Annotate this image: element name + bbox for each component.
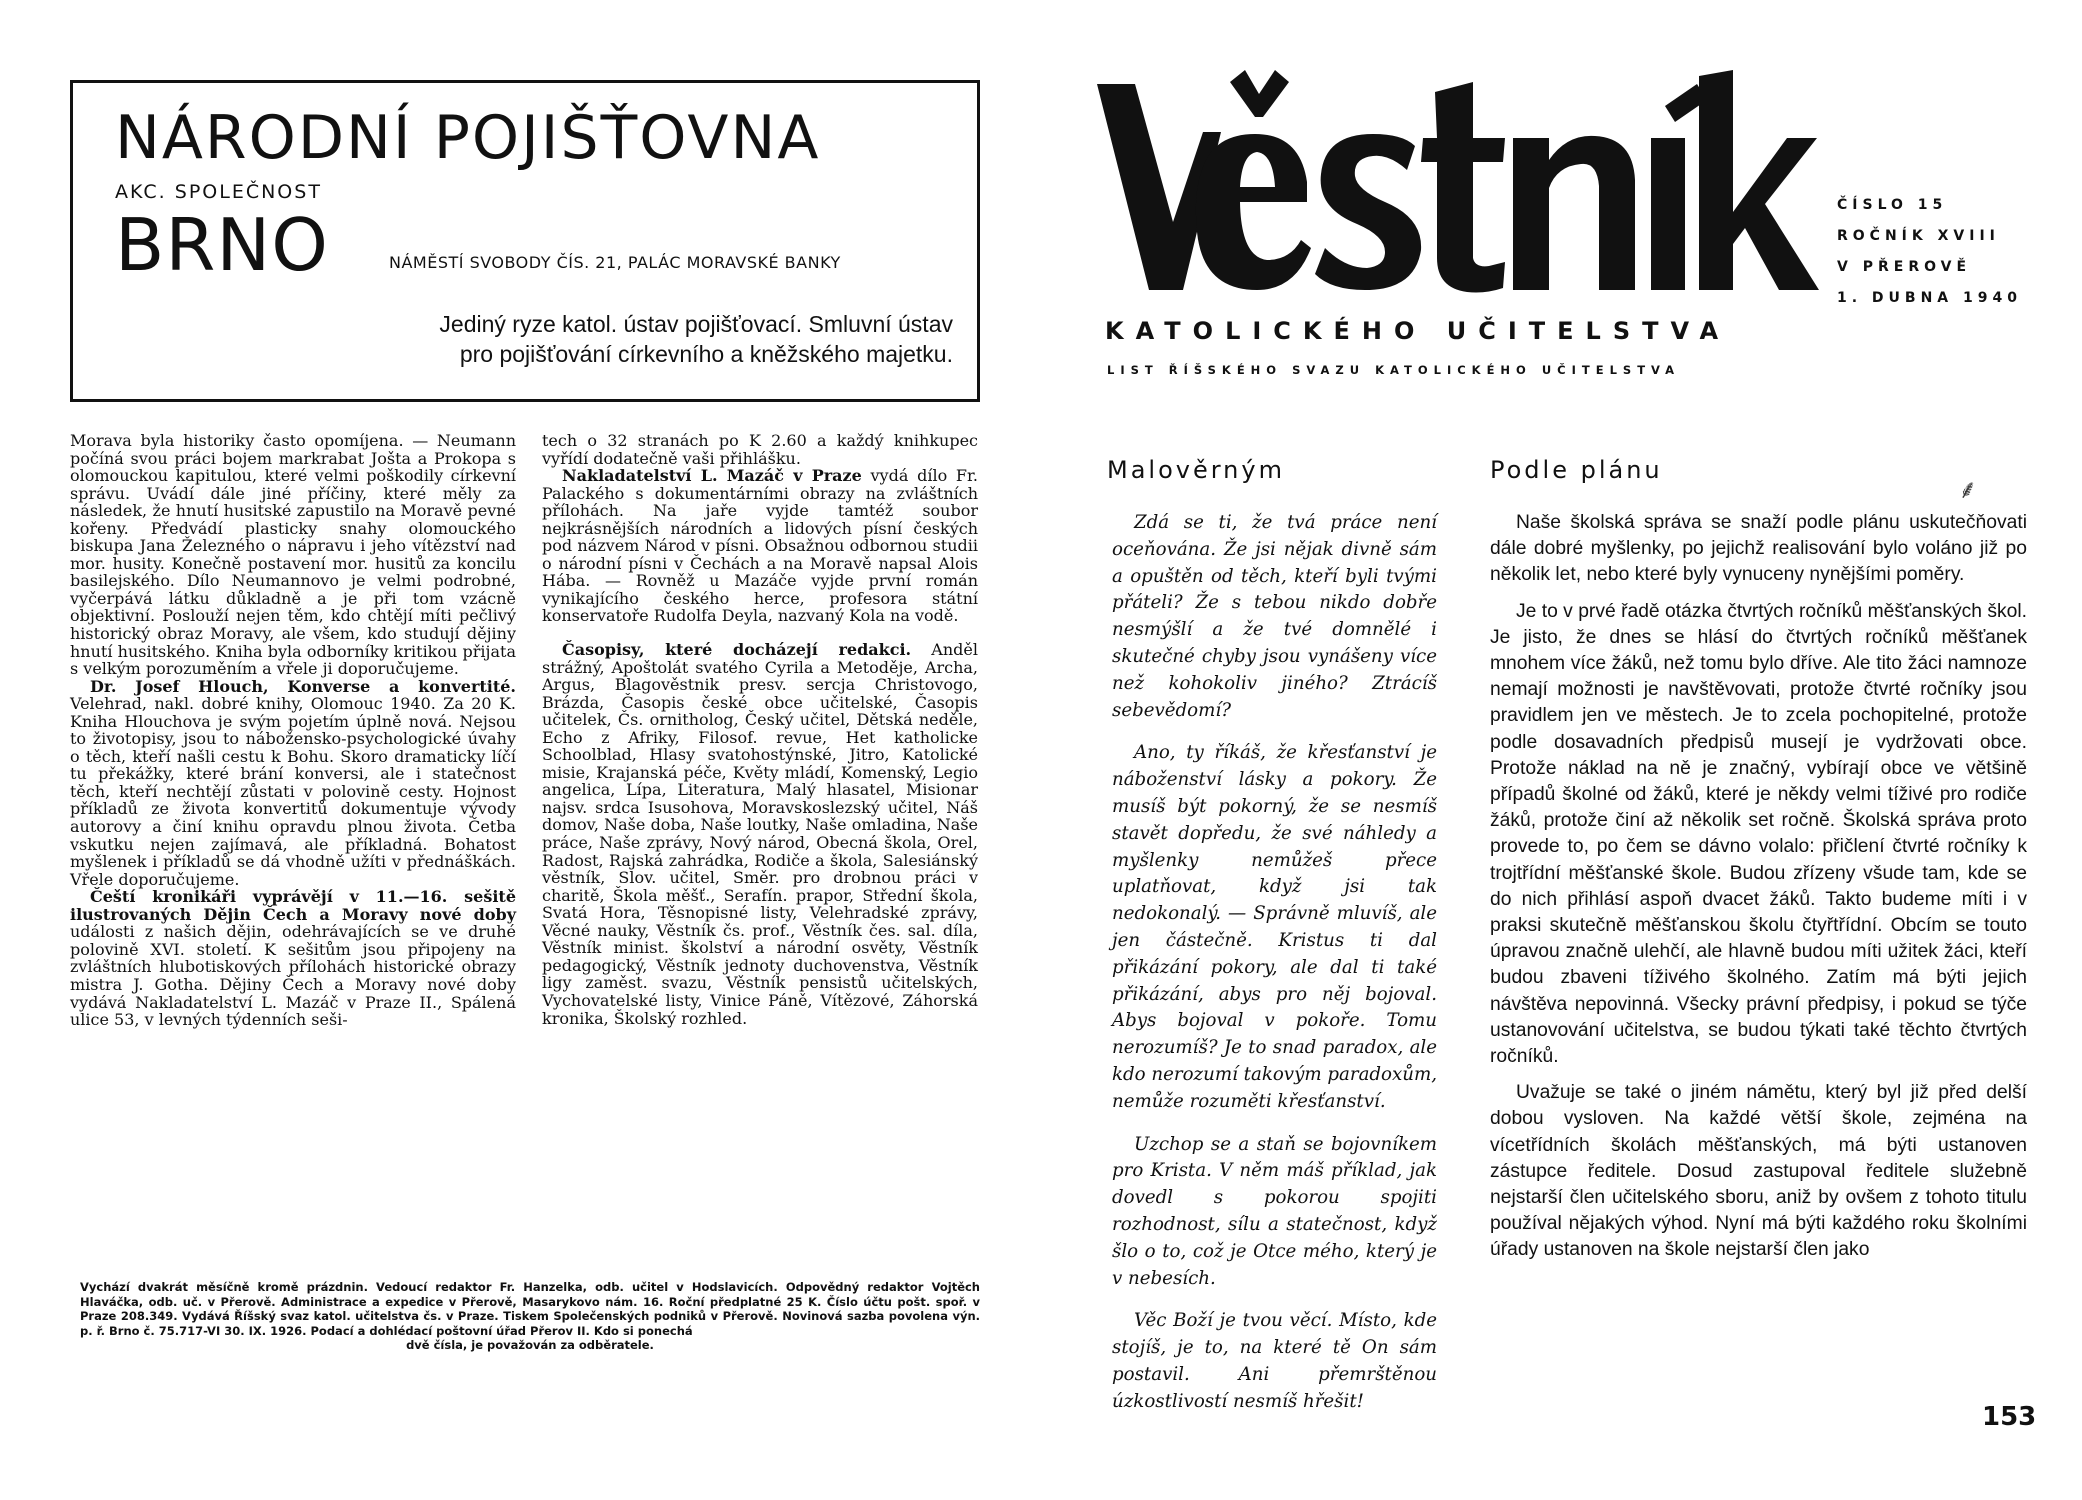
malovernym-paragraph-4: Věc Boží je tvou věcí. Místo, kde stojíš, je to, na které tě On sám postavil. Ani přemrštěnou úzkostlivostí nesmíš hřešit!: [1112, 1310, 1437, 1412]
review-text-kronikari: události z našich dějin, odehrávajících se ve druhé polovině XVI. století. K sešitům jsou připojeny na zvláštních hlubotiskových přílohách historické obrazy mistra J. Gotha. Dějiny Čech a Moravy nové doby vydává Nakladatelství L. Mazáč v Praze II., Spálená ulice 53, v levných týdenních seši-: [70, 922, 516, 1030]
imprint-text: Vychází dvakrát měsíčně kromě prázdnin. Vedoucí redaktor Fr. Hanzelka, odb. učitel v Hodslavicích. Odpovědný redaktor Vojtěch Hlaváčka, odb. uč. v Přerově. Administrace a expedice v Přerově, Masarykovo nám. 16. Roční předplatné 25 K. Číslo účtu pošt. spoř. v Praze 208.349. Vydává Říšský svaz katol. učitelstva čs. v Praze. Tiskem Společenských podniků v Přerově. Novinová sazba povolena výn. p. ř. Brno č. 75.717-VI 30. IX. 1926. Podací a dohlédací poštovní úřad Přerov II. Kdo si ponechá: [80, 1280, 980, 1338]
ad-city: BRNO: [115, 203, 329, 287]
article-malovernym: [1112, 510, 1437, 1432]
ad-text-line-2: pro pojišťování církevního a kněžského majetku.: [459, 341, 953, 367]
paragraph-kronikari: [70, 888, 516, 1028]
malovernym-paragraph-2: Ano, ty říkáš, že křesťanství je náboženství lásky a pokory. Že musíš být pokorný, že se nesmíš stavět dopředu, že své náhledy a myšlenky nemůžeš přece uplatňovat, když jsi tak nedokonalý. — Správně mluvíš, ale jen částečně. Kristus ti dal přikázání pokory, ale dal ti také přikázání, abys pro něj bojoval. Abys bojoval v pokoře. Tomu nerozumíš? Je to snad paradox, ale kdo nerozumí takovým paradoxům, nemůže rozuměti křesťanství.: [1112, 742, 1437, 1112]
ad-address: NÁMĚSTÍ SVOBODY ČÍS. 21, PALÁC MORAVSKÉ BANKY: [389, 253, 841, 272]
paragraph-casopisy: [542, 641, 978, 1027]
news-text-mazac: vydá dílo Fr. Palackého s dokumentárními obrazy na zvláštních přílohách. Na jaře vyjde tamtéž soubor nejkrásnějších národních a lidových písní českých pod názvem Národ v písni. Obsažnou odbornou studii o národní písni v Čechách a na Moravě napsal Alois Hába. — Rovněž u Mazáče vyjde první román vynikajícího českého herce, profesora státní konservatoře Rudolfa Deyla, nazvaný Kola na vodě.: [542, 466, 978, 626]
ad-title: NÁRODNÍ POJIŠŤOVNA: [115, 103, 821, 173]
insurance-advertisement: [70, 80, 980, 402]
issue-place: V PŘEROVĚ: [1837, 259, 1972, 275]
review-heading-kronikari: Čeští kronikáři vyprávějí v 11.—16. sešitě ilustrovaných Dějin Čech a Moravy nové doby: [70, 887, 516, 924]
imprint-last-line: dvě čísla, je považován za odběratele.: [406, 1338, 654, 1352]
article-podle-planu: [1490, 510, 2027, 1274]
article-heading-podle-planu: Podle plánu: [1490, 456, 1663, 484]
paragraph-morava: Morava byla historiky často opomíjena. — Neumann počíná svou práci bojem markrabat Jošta a Prokopa s olomouckou kapitulou, které velmi poškodily církevní správu. Uvádí dále jiné příčiny, které měly za následek, že hnutí husitské zapustilo na Moravě pevné kořeny. Předvádí plasticky snahy olomouckého biskupa Jana Železného o nápravu i jeho vítězství nad mor. husity. Konečně postavení mor. husitů za koncilu basilejského. Dílo Neumannovo je velmi podrobné, vyčerpává látku důkladně a je při tom vzácně objektivní. Poslouží nejen těm, kdo chtějí míti pečlivý historický obraz Moravy, ale všem, kdo studují dějiny hnutí husitského. Kniha byla odborníky kritikou přijata s velkým porozuměním a vřele ji doporučujeme.: [70, 431, 516, 679]
handwritten-mark: ⸙: [1958, 475, 1978, 505]
review-text-hlouch: Velehrad, nakl. dobré knihy, Olomouc 1940. Za 20 K. Kniha Hlouchova je svým pojetím úplně nová. Nejsou to životopisy, jsou to nábožensko-psychologické úvahy o těch, kteří našli cestu k Bohu. Skoro dramaticky líčí tu překážky, které brání konversi, ale i statečnost těch, kteří nechtějí zůstati v polovině cesty. Hojnost příkladů ze života konvertitů dokumentuje vývody autorovy a činí knihu opravdu plnou života. Četba vskutku nejen zajímavá, ale příkladná. Bohatost myšlenek i příkladů se dá vhodně užíti v přednáškách. Vřele doporučujeme.: [70, 694, 516, 889]
paragraph-hlouch: [70, 678, 516, 889]
issue-volume: ROČNÍK XVIII: [1837, 228, 2000, 244]
podle-planu-paragraph-1: Naše školská správa se snaží podle plánu uskutečňovati dále dobré myšlenky, po jejichž realisování bylo voláno již po několik let, nebo které byly vynuceny nynějšími poměry.: [1490, 512, 2027, 586]
podle-planu-paragraph-2: Je to v prvé řadě otázka čtvrtých ročníků měšťanských škol. Je jisto, že dnes se hlásí do čtvrtých ročníků měšťanek mnohem více žáků, než tomu bylo dříve. Ale tito žáci namnoze nemají možnosti je navštěvovati, protože čtvrté ročníky jsou pravidlem jen ve městech. Je to zcela pochopitelné, protože podle dosavadních předpisů musejí je vydržovati obce. Protože náklad na ně je značný, vybírají obce ve většině případů školné od žáků, které je někdy velmi tíživé pro rodiče žáků, protože činí až několik set ročně. Školská správa proto provede to, po čem se dávno volalo: přičlení čtvrté ročníky k trojtřídní měšťanské škole. Budou zřízeny všude tam, kde se do nich přihlásí aspoň dvacet žáků. Takto budeme míti i v praksi skutečně měšťanskou školu čtyřtřídní. Obcím se touto úpravou značně ulehčí, ale hlavně budou míti užitek žáci, kteří budou zbaveni tíživého školného. Zatím má býti jejich návštěva nepovinná. Všecky právní předpisy, i pokud se týče ustanovování učitelstva, se budou týkati také těchto čtvrtých ročníků.: [1490, 600, 2027, 1068]
review-heading-hlouch: Dr. Josef Hlouch, Konverse a konvertité.: [90, 676, 516, 696]
malovernym-paragraph-1: Zdá se ti, že tvá práce není oceňována. Že jsi nějak divně sám a opuštěn od těch, kteří byli tvými přáteli? Že s tebou nikdo dobře nesmýšlí a že tvé domnělé i skutečné chyby jsou vynášeny více než kohokoliv jiného? Ztrácíš sebevědomí?: [1112, 512, 1437, 721]
issue-number: ČÍSLO 15: [1837, 197, 1948, 213]
masthead-tagline: LIST ŘÍŠSKÉHO SVAZU KATOLICKÉHO UČITELSTVA: [1107, 363, 1681, 377]
news-heading-mazac: Nakladatelství L. Mazáč v Praze: [562, 466, 862, 486]
masthead-subtitle: KATOLICKÉHO UČITELSTVA: [1105, 317, 1731, 345]
malovernym-paragraph-3: Uzchop se a staň se bojovníkem pro Krista. V něm máš příklad, jak dovedl s pokorou spojiti rozhodnost, sílu a statečnost, když šlo o to, což je Otce mého, který je v nebesích.: [1112, 1133, 1437, 1289]
paragraph-mazac: [542, 467, 978, 625]
left-column-2: [542, 432, 978, 1027]
podle-planu-paragraph-3: Uvažuje se také o jiném námětu, který byl již před delší dobou vysloven. Na každé větší škole, zejména na vícetřídních školách měšťanských, má býti ustanoven zástupce ředitele. Dosud zastupoval ředitele služebně nejstarší člen učitelského sboru, aniž by ovšem z tohoto titulu používal nějakých výhod. Nyní má býti každého roku školními úřady ustanoven na škole nejstarší člen jako: [1490, 1082, 2027, 1261]
vestnik-logo: [1085, 62, 1820, 302]
list-text-casopisy: Anděl strážný, Apoštolát svatého Cyrila a Metoděje, Archa, Argus, Blagověstnik presv. sercja Christovogo, Brázda, Časopis české obce učitelské, Časopis učitelek, Čs. ornitholog, Český učitel, Dětská neděle, Echo z Afriky, Filosof. revue, Het katholicke Schoolblad, Hlasy svatohostýnské, Jitro, Katolické misie, Krajanská péče, Květy mládí, Komenský, Legio angelica, Lípa, Literatura, Malý hlasatel, Misionar najsv. srdca Isusohova, Moravskoslezský učitel, Náš domov, Naše doba, Naše loutky, Naše omladina, Naše práce, Naše zprávy, Nový národ, Obecná škola, Orel, Radost, Rajská zahrádka, Rodiče a škola, Salesiánský věstník, Slov. učitel, Směr. pro drobnou práci v charitě, Škola měšť., Serafín. prapor, Střední škola, Svatá Hora, Těsnopisné listy, Velehradské zprávy, Věcné nauky, Věstník čs. prof., Věstník čes. sal. díla, Věstník minist. školství a národní osvěty, Věstník pedagogický, Věstník jednoty duchovenstva, Věstník ligy zaměst. svazu, Věstník pensistů učitelských, Vychovatelské listy, Vinice Páně, Vítězové, Záhorská kronika, Školský rozhled.: [542, 640, 978, 1028]
ad-description: [393, 309, 953, 369]
imprint: [80, 1280, 980, 1353]
page-number: 153: [1982, 1402, 2037, 1432]
left-column-1: [70, 432, 516, 1029]
ad-subtitle: AKC. SPOLEČNOST: [115, 181, 322, 203]
issue-date: 1. DUBNA 1940: [1837, 290, 2022, 306]
paragraph-continuation: tech o 32 stranách po K 2.60 a každý knihkupec vyřídí dodatečně vaši přihlášku.: [542, 431, 978, 468]
list-heading-casopisy: Časopisy, které docházejí redakci.: [562, 640, 912, 660]
article-heading-malovernym: Malověrným: [1107, 456, 1285, 484]
issue-info: [1837, 190, 2022, 314]
ad-text-line-1: Jediný ryze katol. ústav pojišťovací. Smluvní ústav: [439, 311, 953, 337]
